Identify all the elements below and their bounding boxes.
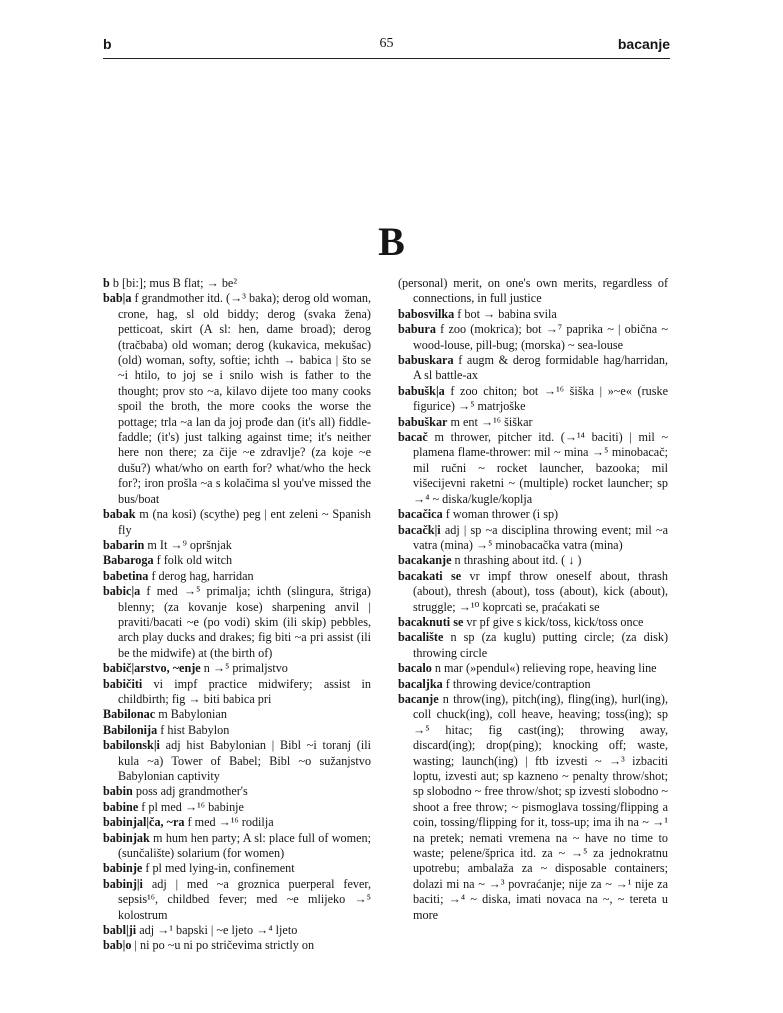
entry-headword: babušk|a — [398, 383, 445, 398]
entry-headword: b — [103, 276, 110, 290]
dictionary-entry — [398, 507, 668, 522]
dictionary-entry — [398, 276, 668, 307]
entry-headword: babilonsk|i — [103, 738, 160, 753]
entry-definition: m thrower, pitcher itd. (→¹⁴ baciti) | mil ~ plamena flame-thrower: mil ~ mina →⁵ minobacač; mil ručni ~ rocket launcher, bazooka; mil višecijevni raketni ~ (multiple) rocket launcher; sp →⁴ ~ diska/kugle/koplja — [413, 430, 668, 506]
dictionary-entry — [103, 738, 371, 784]
dictionary-entry — [103, 861, 371, 876]
section-letter: B — [378, 219, 405, 264]
dictionary-entry — [103, 877, 371, 923]
dictionary-entry — [398, 615, 668, 630]
dictionary-entry — [103, 831, 371, 862]
entry-definition: adj | sp ~a disciplina throwing event; mil ~a vatra (mina) →⁵ minobacačka vatra (mina) — [413, 522, 668, 552]
entry-headword: babl|ji — [103, 923, 137, 938]
entry-definition: m It →⁹ opršnjak — [144, 537, 232, 552]
guide-word-left: b — [103, 36, 112, 52]
entry-headword: babinjak — [103, 830, 150, 845]
entry-definition: f med →¹⁶ rodilja — [184, 815, 274, 830]
dictionary-entry — [103, 800, 371, 815]
entry-headword: babinje — [103, 861, 143, 876]
entry-definition: vi impf practice midwifery; assist in childbirth; fig → biti babica pri — [118, 676, 371, 706]
entry-definition: f woman thrower (i sp) — [442, 507, 559, 522]
entry-headword: babuskara — [398, 353, 454, 368]
entry-definition: f zoo chiton; bot →¹⁶ šiška | »~e« (ruske figurice) →⁵ matrjoške — [413, 383, 668, 414]
entry-headword: bacalo — [398, 661, 432, 676]
dictionary-entry — [398, 692, 668, 923]
header-rule — [103, 58, 670, 59]
entry-definition: | ni po ~u ni po stričevima strictly on — [131, 938, 315, 953]
entry-definition: m ent →¹⁶ šiškar — [447, 414, 533, 429]
dictionary-entry — [398, 569, 668, 615]
dictionary-entry — [103, 938, 371, 953]
entry-definition: n thrashing about itd. ( ↓ ) — [451, 553, 582, 568]
dictionary-entry — [398, 677, 668, 692]
entry-headword: babak — [103, 507, 136, 522]
dictionary-entry — [103, 569, 371, 584]
entry-headword: bacačk|i — [398, 522, 441, 537]
dictionary-entry — [103, 815, 371, 830]
entry-definition: f derog hag, harridan — [148, 568, 254, 583]
entry-definition: f hist Babylon — [157, 722, 230, 737]
dictionary-entry — [103, 584, 371, 661]
entry-definition: vr pf give s kick/toss, kick/toss once — [463, 614, 644, 629]
entry-definition: adj →¹ bapski | ~e ljeto →⁴ ljeto — [136, 923, 298, 938]
entry-definition: f folk old witch — [153, 553, 233, 568]
dictionary-entry — [103, 784, 371, 799]
guide-word-right: bacanje — [617, 36, 670, 52]
left-column — [103, 276, 371, 954]
dictionary-entry — [103, 538, 371, 553]
dictionary-entry — [398, 384, 668, 415]
entry-definition: f pl med lying-in, confinement — [142, 861, 295, 876]
entry-headword: bab|o — [103, 938, 132, 953]
entry-headword: babetina — [103, 568, 149, 583]
entry-definition: b [bi:]; mus B flat; → be² — [109, 276, 237, 290]
dictionary-entry — [398, 661, 668, 676]
entry-headword: bacaljka — [398, 676, 443, 691]
entry-headword: babarin — [103, 537, 145, 552]
entry-definition: m hum hen party; A sl: place full of women; (sunčalište) solarium (for women) — [118, 830, 371, 861]
entry-definition: vr impf throw oneself about, thrash (about), thresh (about), toss (about), kick (about), struggle; →¹⁰ koprcati se, praćakati se — [413, 568, 668, 614]
dictionary-entry — [398, 430, 668, 507]
dictionary-entry — [103, 553, 371, 568]
entry-headword: babosvilka — [398, 306, 455, 321]
right-column — [398, 276, 668, 923]
entry-headword: babičiti — [103, 676, 143, 691]
entry-definition: f grandmother itd. (→³ baka); derog old woman, crone, hag, sl old biddy; derog (svaka žena) petticoat, skirt (A sl: hen, dame broad); derog (tračbaba) old woman; derog (kukavica, mekušac) (old) woman, softy, softie; ichth → babica | što se ~i htilo, to joj se i snilo wish is father to the thought; prov sto ~a, kilavo dijete too many cooks spoil the broth, the more cooks the worse the pottage; trla ~a lan da joj prođe dan (it's all) fiddle-faddle; (it's) just talking against time; it's neither here non there; za čije ~e zdravlje? (za koje ~e dušu?) what/who on earth for? what/who the heck for?; iron prošla ~a s kolačima sl you've missed the bus/boat — [118, 291, 371, 506]
dictionary-entry — [398, 415, 668, 430]
entry-definition: n mar (»pendul«) relieving rope, heaving line — [431, 661, 657, 676]
entry-headword: bab|a — [103, 291, 132, 306]
entry-headword: babic|a — [103, 584, 141, 599]
dictionary-entry — [103, 677, 371, 708]
entry-headword: bacakanje — [398, 553, 452, 568]
entry-definition: f pl med →¹⁶ babinje — [138, 799, 244, 814]
dictionary-entry — [398, 630, 668, 661]
entry-headword: Babilonac — [103, 707, 156, 722]
entry-definition: f med →⁵ primalja; ichth (slingura, štriga) blenny; (za kovanje kose) sharpening anvil | praviti/bacati ~e (po vodi) skim (ili skip) pebbles, arch play ducks and drakes; fig biti ~a pri assist (ili be the midwife) at (the birth of) — [118, 584, 371, 660]
entry-definition: f augm & derog formidable hag/harridan, A sl battle-ax — [413, 353, 668, 383]
entry-headword: bacaknuti se — [398, 614, 464, 629]
entry-headword: babič|arstvo, ~enje — [103, 661, 201, 676]
dictionary-entry — [103, 276, 371, 291]
entry-definition: adj | med ~a groznica puerperal fever, sepsis¹⁶, childbed fever; med ~e mlijeko →⁵ kolostrum — [118, 876, 371, 922]
entry-headword: babin — [103, 784, 133, 799]
entry-headword: bacalište — [398, 630, 444, 645]
page-header — [103, 36, 670, 56]
entry-definition: n sp (za kuglu) putting circle; (za disk) throwing circle — [413, 630, 668, 660]
dictionary-entry — [103, 723, 371, 738]
dictionary-entry — [398, 523, 668, 554]
dictionary-entry — [103, 291, 371, 507]
dictionary-entry — [103, 923, 371, 938]
dictionary-entry — [398, 553, 668, 568]
entry-definition: f zoo (mokrica); bot →⁷ paprika ~ | obična ~ wood-louse, pill-bug; (morska) ~ sea-louse — [413, 322, 668, 352]
entry-headword: babinj|i — [103, 876, 143, 891]
entry-definition: m (na kosi) (scythe) peg | ent zeleni ~ Spanish fly — [118, 507, 371, 537]
entry-definition: n throw(ing), pitch(ing), fling(ing), hurl(ing), coll chuck(ing), coll heave, heaving; toss(ing); sp →⁵ hitac; fig cast(ing); throwing away, discard(ing); drop(ping); knocking off; waste, wasting; launch(ing) | ftb izvesti ~ →³ izbaciti loptu, izvesti aut; sp kazneno ~ penalty throw/shot; sp slobodno ~ free throw/shot; sp izvesti slobodno ~ shoot a free throw; ~ pismoglava tossing/flipping a coin, tossing/flipping for it, toss-up; ima ih na ~ →¹ na pretek; nemati vremena na ~ have no time to waste; pelene/šprica itd. za ~ →⁵ za jednokratnu upotrebu; ambalaža za ~ disposable containers; dolazi mi na ~ →³ povraćanje; nije za ~ →¹ nije za baciti; →⁴ ~ diska, imati novaca na ~, ~ tereta u more — [413, 691, 668, 922]
dictionary-entry — [398, 353, 668, 384]
entry-headword: bacač — [398, 430, 428, 445]
entry-headword: babine — [103, 799, 139, 814]
entry-headword: bacačica — [398, 507, 443, 522]
dictionary-entry — [103, 661, 371, 676]
entry-headword: Babaroga — [103, 553, 154, 568]
entry-definition: n →⁵ primaljstvo — [200, 661, 288, 676]
entry-definition: f throwing device/contraption — [442, 676, 591, 691]
page-number: 65 — [379, 36, 394, 51]
entry-definition: poss adj grandmother's — [132, 784, 248, 799]
entry-definition: m Babylonian — [155, 707, 227, 722]
entry-definition: f bot → babina svila — [454, 306, 557, 321]
dictionary-entry — [103, 507, 371, 538]
entry-headword: babinjal|ča, ~ra — [103, 815, 185, 830]
entry-definition: adj hist Babylonian | Bibl ~i toranj (ili kula ~a) Tower of Babel; Bibl ~o sužanjstvo Babylonian captivity — [118, 738, 371, 783]
entry-headword: bacakati se — [398, 568, 462, 583]
dictionary-entry — [103, 707, 371, 722]
dictionary-entry — [398, 307, 668, 322]
entry-headword: babuškar — [398, 414, 448, 429]
dictionary-entry — [398, 322, 668, 353]
entry-headword: babura — [398, 322, 436, 337]
entry-headword: Babilonija — [103, 722, 158, 737]
entry-definition: (personal) merit, on one's own merits, regardless of connections, in full justice — [398, 276, 668, 306]
entry-headword: bacanje — [398, 691, 439, 706]
